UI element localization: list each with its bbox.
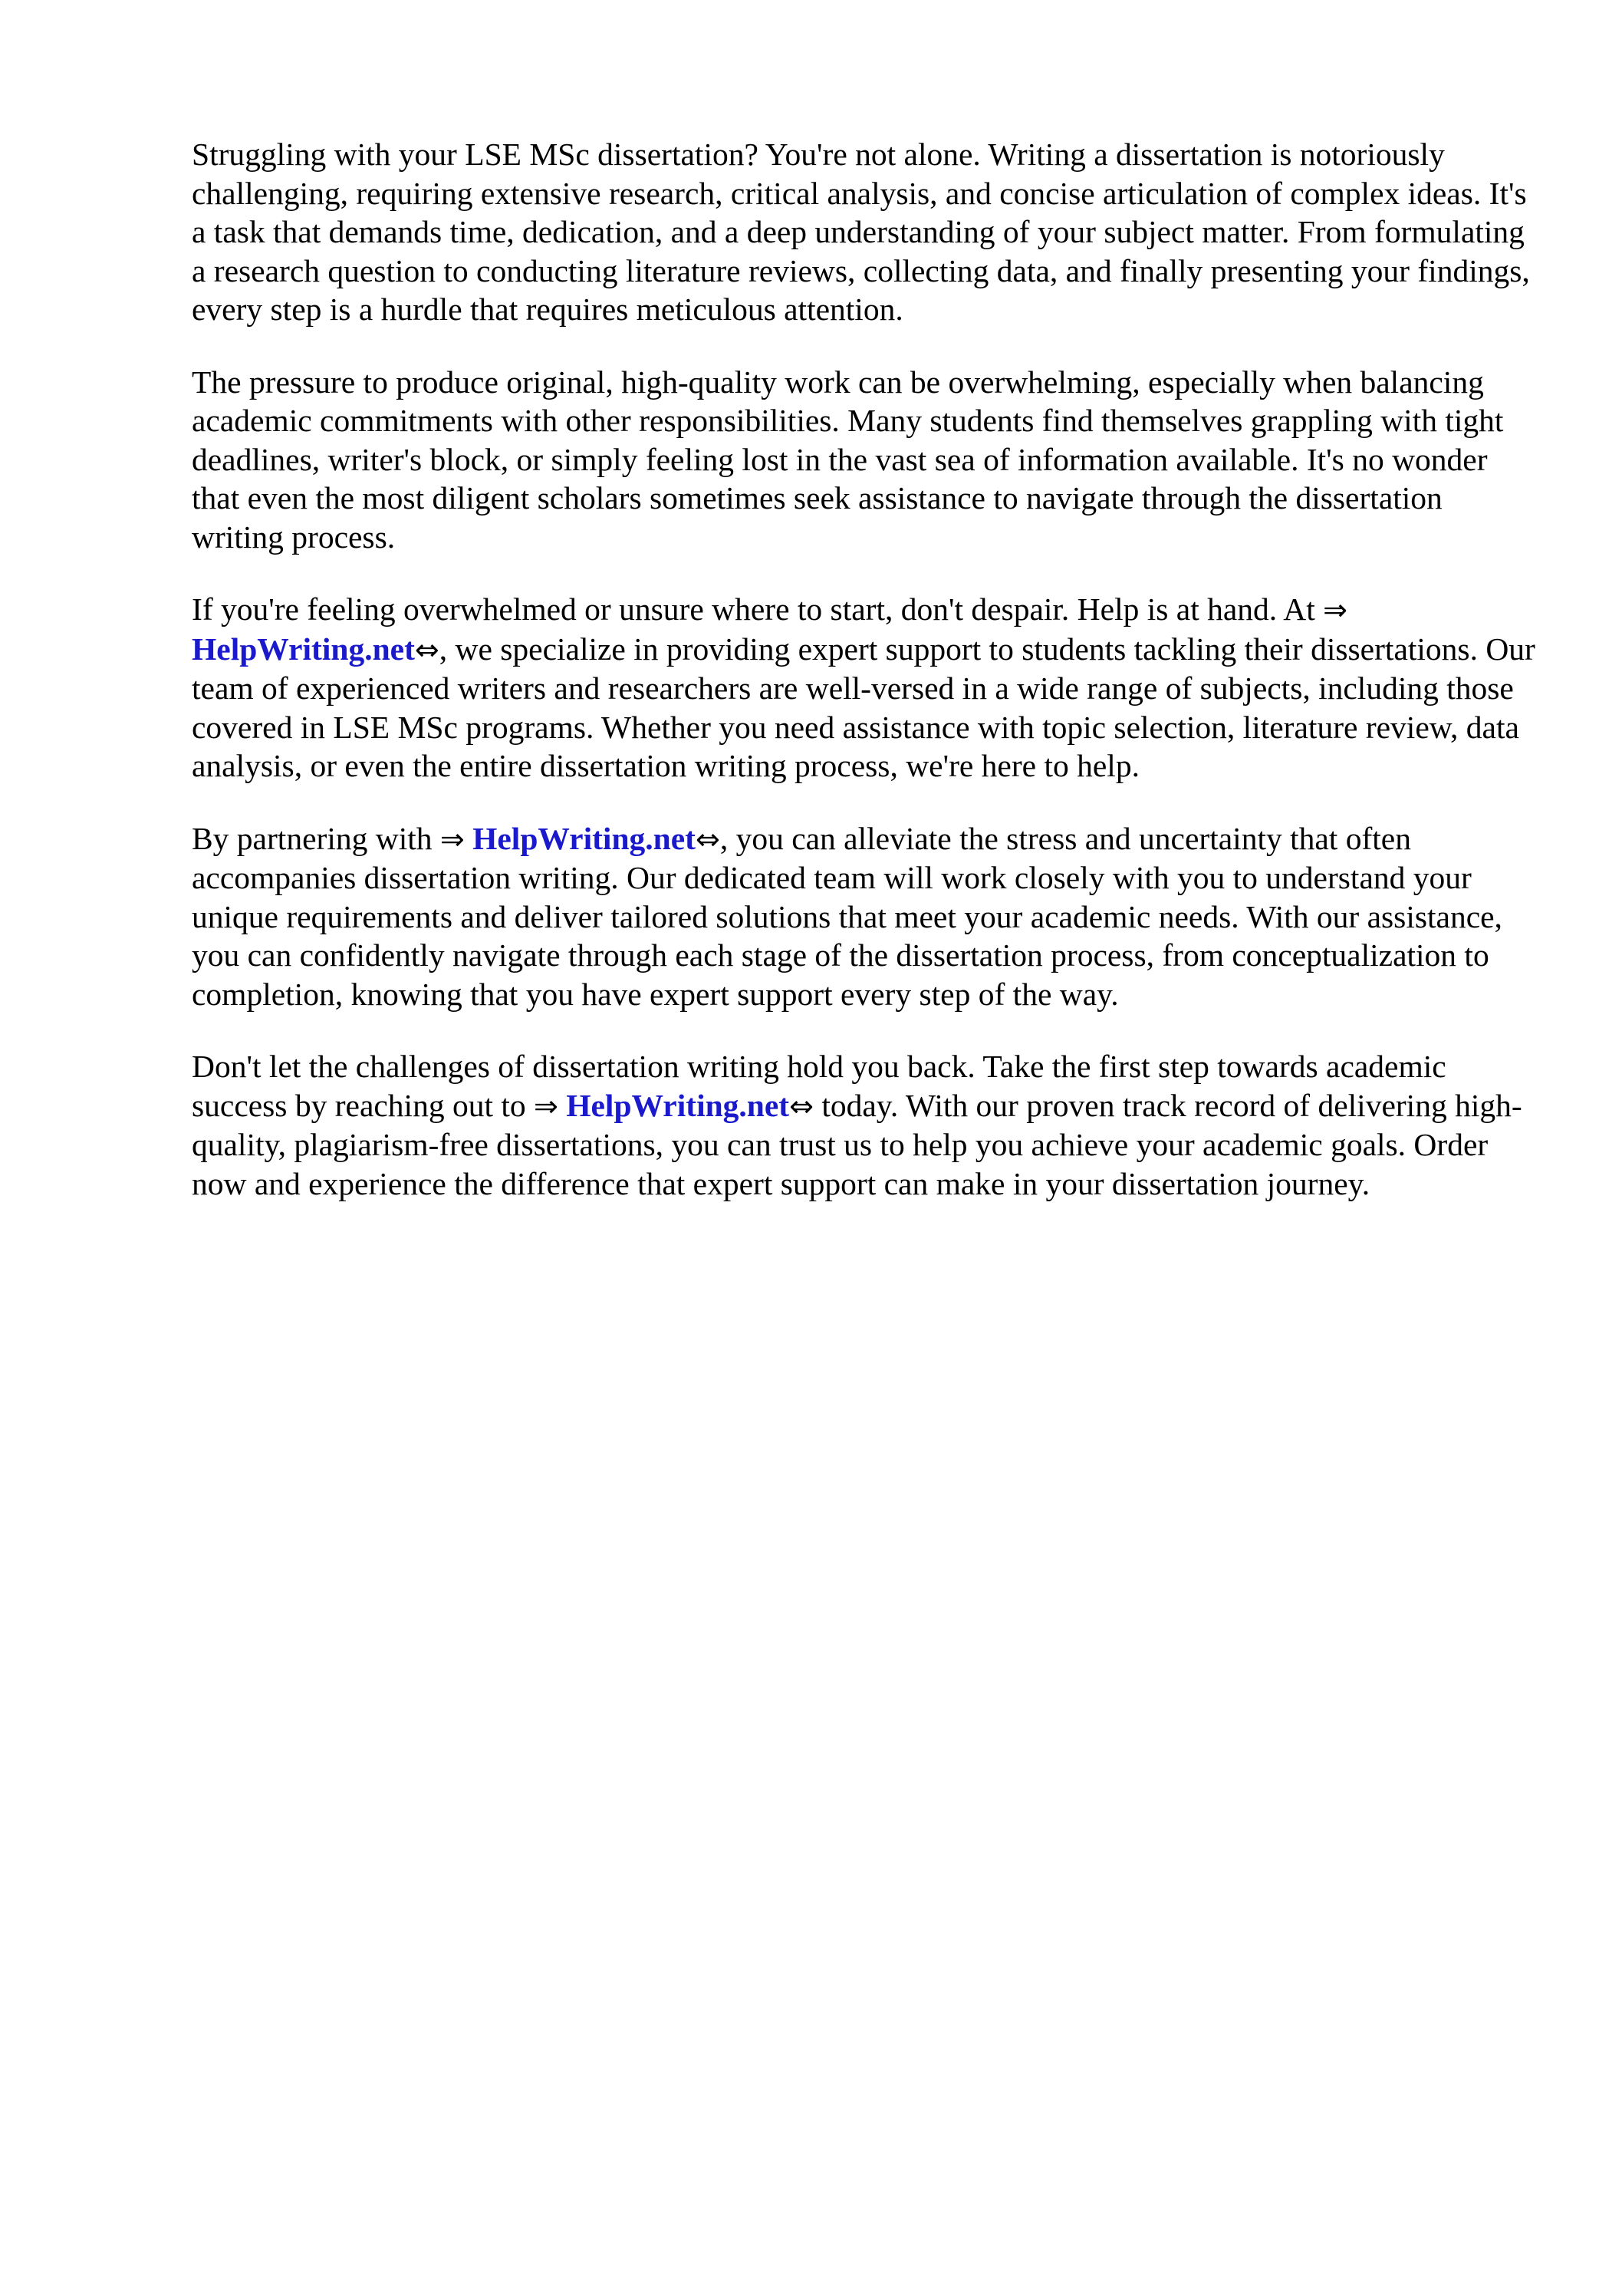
arrow-right-icon: ⇒ [439,822,465,856]
paragraph-cta [192,1047,1538,1203]
paragraph-help-text-before: If you're feeling overwhelmed or unsure where to start, don't despair. Help is at hand. At [192,591,1324,627]
arrow-both-icon: ⇔ [414,632,439,667]
paragraph-intro: Struggling with your LSE MSc dissertation? You're not alone. Writing a dissertation is notoriously challenging, requiring extensive research, critical analysis, and concise articulation of complex ideas. It's a task that demands time, dedication, and a deep understanding of your subject matter. From formulating a research question to conducting literature reviews, collecting data, and finally presenting your findings, every step is a hurdle that requires meticulous attention. [192,137,1530,327]
paragraph-partnering [192,819,1538,1014]
paragraph-pressure: The pressure to produce original, high-quality work can be overwhelming, especially when balancing academic commitments with other responsibilities. Many students find themselves grappling with tight deadlines, writer's block, or simply feeling lost in the vast sea of information available. It's no wonder that even the most diligent scholars sometimes seek assistance to navigate through the dissertation writing process. [192,364,1504,555]
paragraph-cta-text-after: today. With our proven track record of delivering high-quality, plagiarism-free dissertations, you can trust us to help you achieve your academic goals. Order now and experience the difference that expert support can make in your dissertation journey. [192,1087,1522,1201]
arrow-right-icon: ⇒ [534,1089,558,1123]
helpwriting-link[interactable]: HelpWriting.net [566,1087,790,1123]
paragraph-cta-text-before: Don't let the challenges of dissertation writing hold you back. Take the first step towards academic success by reaching out to [192,1049,1446,1123]
document-body [192,135,1538,1237]
paragraph-help [192,590,1538,786]
arrow-both-icon: ⇔ [695,822,720,856]
paragraph-partnering-text-before: By partnering with [192,820,440,856]
arrow-both-icon: ⇔ [789,1089,814,1123]
paragraph-partnering-text-after: , you can alleviate the stress and uncertainty that often accompanies dissertation writing. Our dedicated team will work closely with you to understand your unique requirements and deliver tailored solutions that meet your academic needs. With our assistance, you can confidently navigate through each stage of the dissertation process, from conceptualization to completion, knowing that you have expert support every step of the way. [192,820,1502,1012]
paragraph-help-text-after: , we specialize in providing expert support to students tackling their dissertations. Our team of experienced writers and researchers are well-versed in a wide range of subjects, including those covered in LSE MSc programs. Whether you need assistance with topic selection, literature review, data analysis, or even the entire dissertation writing process, we're here to help. [192,631,1535,783]
arrow-right-icon: ⇒ [1323,593,1347,627]
helpwriting-link[interactable]: HelpWriting.net [192,631,415,667]
helpwriting-link[interactable]: HelpWriting.net [472,820,696,856]
